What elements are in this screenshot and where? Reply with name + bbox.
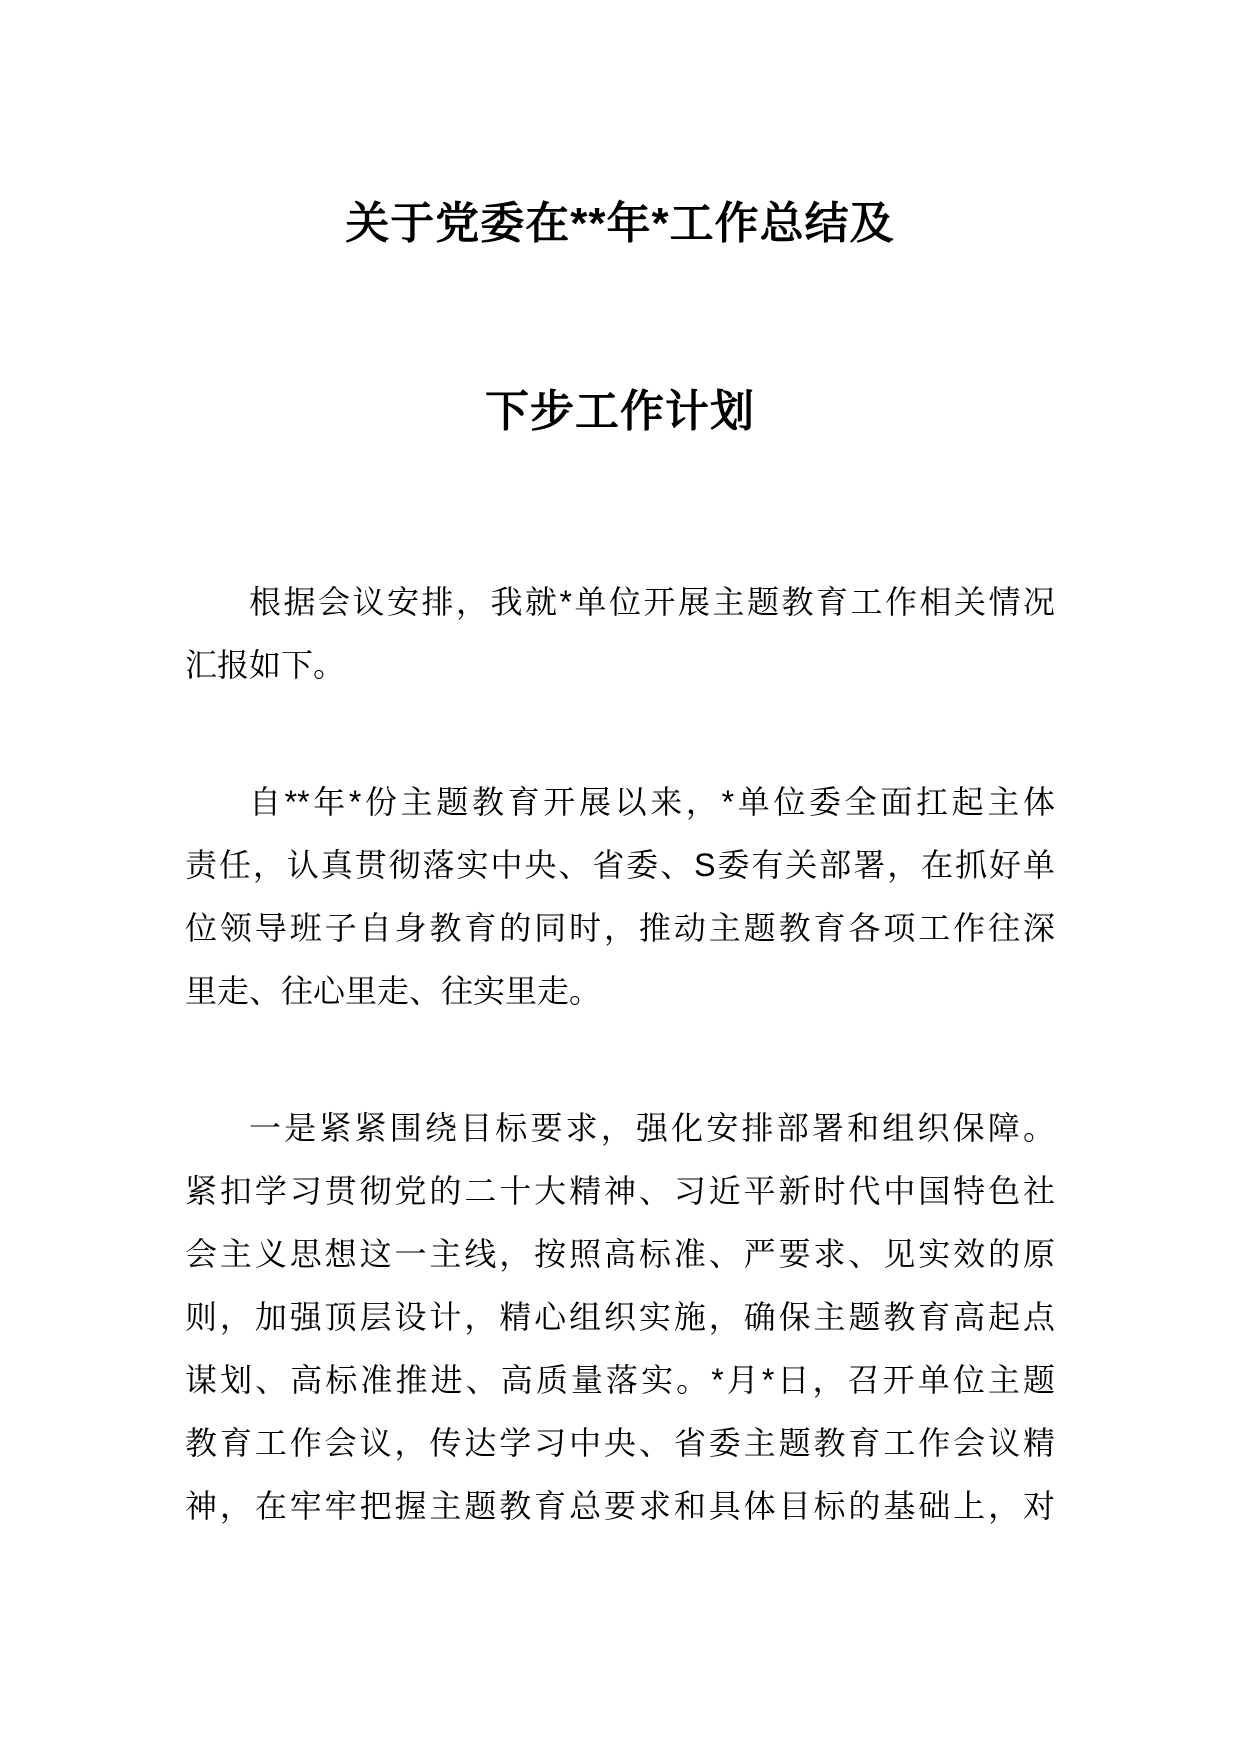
body-line: 自**年*份主题教育开展以来，*单位委全面扛起主体	[249, 784, 1055, 820]
body-line: 责任，认真贯彻落实中央、省委、S委有关部署，在抓好单	[185, 847, 1055, 883]
paragraph-intro	[185, 571, 1055, 697]
title-line-1: 关于党委在**年*工作总结及	[345, 199, 895, 248]
body-line: 会主义思想这一主线，按照高标准、严要求、见实效的原	[185, 1236, 1055, 1272]
body-line: 一是紧紧围绕目标要求，强化安排部署和组织保障。	[249, 1110, 1055, 1146]
body-line: 紧扣学习贯彻党的二十大精神、习近平新时代中国特色社	[185, 1173, 1055, 1209]
body-line: 汇报如下。	[185, 647, 346, 683]
body-line: 谋划、高标准推进、高质量落实。*月*日，召开单位主题	[185, 1362, 1055, 1398]
body-line: 则，加强顶层设计，精心组织实施，确保主题教育高起点	[185, 1299, 1055, 1335]
body-line: 教育工作会议，传达学习中央、省委主题教育工作会议精	[185, 1425, 1055, 1461]
body-line: 里走、往心里走、往实里走。	[185, 973, 602, 1009]
paragraph-point-one	[185, 1097, 1055, 1538]
paragraph-overview	[185, 771, 1055, 1023]
document-title	[0, 0, 1240, 506]
body-line: 神，在牢牢把握主题教育总要求和具体目标的基础上，对	[185, 1488, 1055, 1524]
body-line: 位领导班子自身教育的同时，推动主题教育各项工作往深	[185, 910, 1055, 946]
body-line: 根据会议安排，我就*单位开展主题教育工作相关情况	[249, 584, 1055, 620]
document-body	[185, 571, 1055, 1538]
title-line-2: 下步工作计划	[485, 387, 755, 436]
